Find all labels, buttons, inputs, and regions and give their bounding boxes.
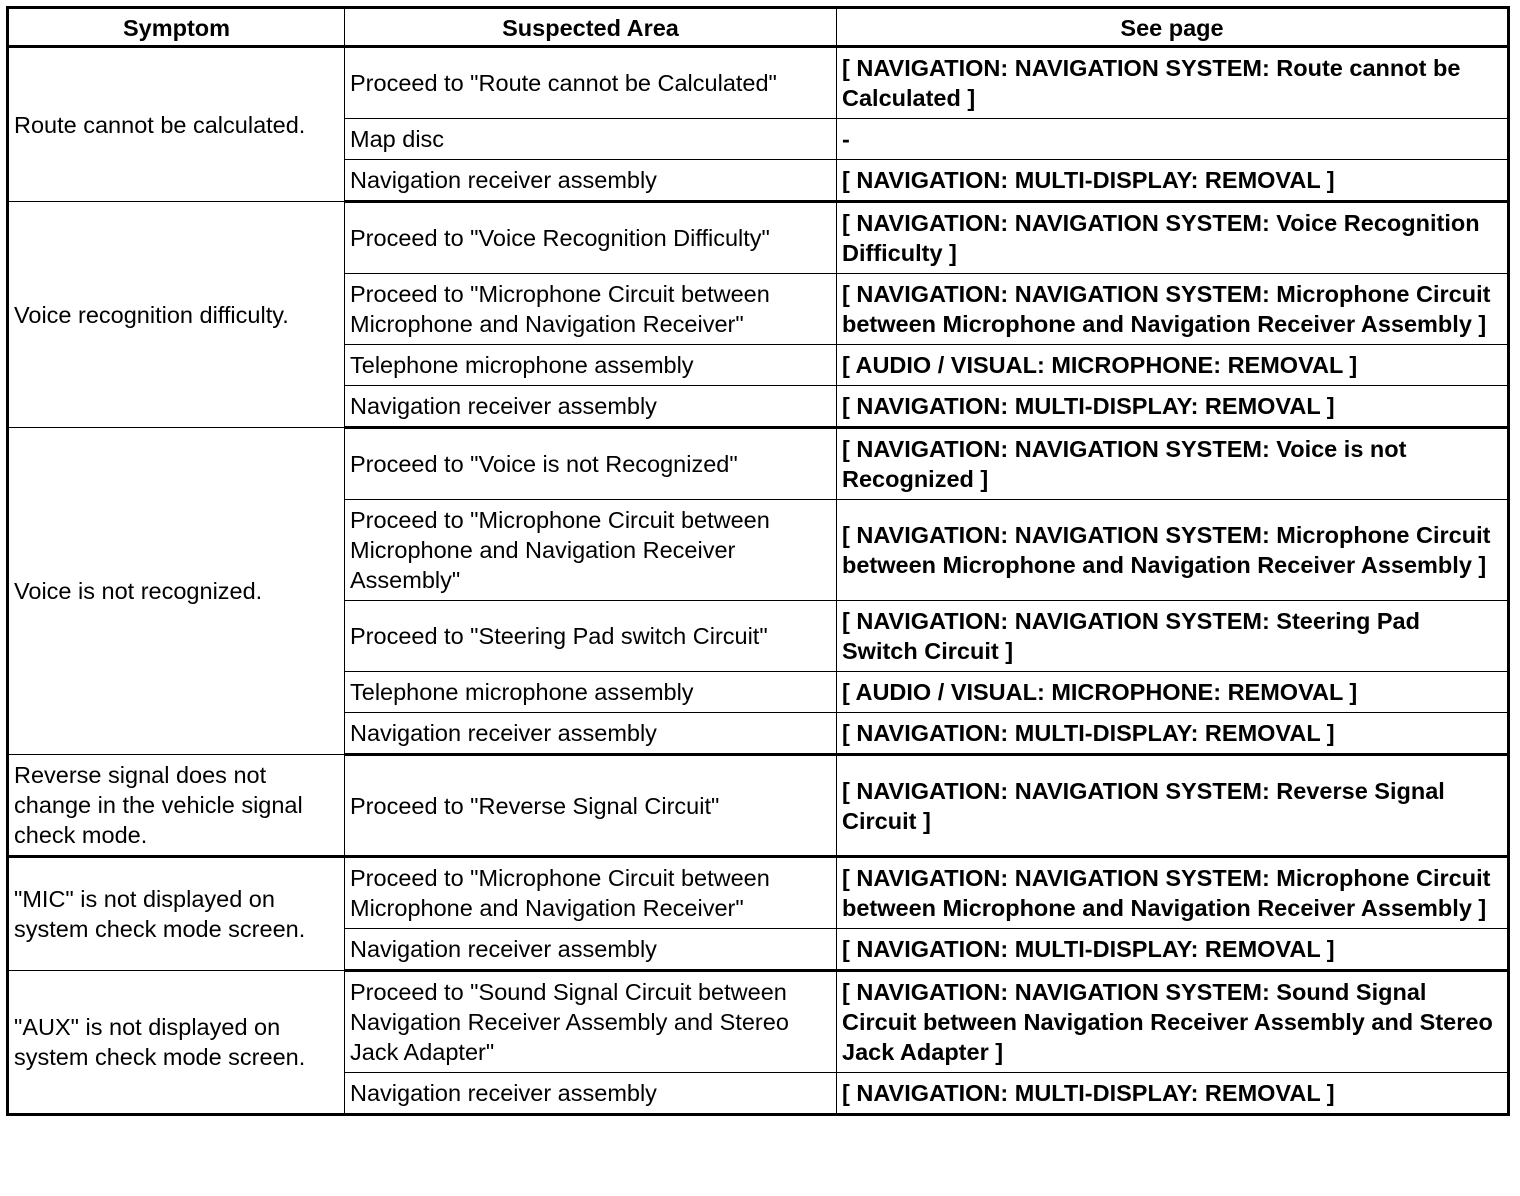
header-symptom: Symptom bbox=[8, 8, 345, 47]
suspected-area-cell: Proceed to "Reverse Signal Circuit" bbox=[345, 755, 837, 857]
suspected-area-cell: Navigation receiver assembly bbox=[345, 713, 837, 755]
see-page-cell: [ NAVIGATION: NAVIGATION SYSTEM: Voice is not Recognized ] bbox=[837, 428, 1509, 500]
symptom-cell: Route cannot be calculated. bbox=[8, 47, 345, 202]
see-page-cell: [ NAVIGATION: MULTI-DISPLAY: REMOVAL ] bbox=[837, 160, 1509, 202]
see-page-cell: [ NAVIGATION: MULTI-DISPLAY: REMOVAL ] bbox=[837, 386, 1509, 428]
table-row bbox=[8, 47, 1509, 119]
suspected-area-cell: Proceed to "Sound Signal Circuit between Navigation Receiver Assembly and Stereo Jack Adapter" bbox=[345, 971, 837, 1073]
suspected-area-cell: Telephone microphone assembly bbox=[345, 345, 837, 386]
suspected-area-cell: Proceed to "Microphone Circuit between Microphone and Navigation Receiver Assembly" bbox=[345, 500, 837, 601]
table-header bbox=[8, 8, 1509, 47]
symptom-cell: "MIC" is not displayed on system check mode screen. bbox=[8, 857, 345, 971]
table-body bbox=[8, 47, 1509, 1115]
see-page-cell: [ NAVIGATION: NAVIGATION SYSTEM: Reverse Signal Circuit ] bbox=[837, 755, 1509, 857]
header-see-page: See page bbox=[837, 8, 1509, 47]
see-page-cell: [ NAVIGATION: NAVIGATION SYSTEM: Microphone Circuit between Microphone and Navigation Receiver Assembly ] bbox=[837, 857, 1509, 929]
symptom-table bbox=[6, 6, 1510, 1116]
table-row bbox=[8, 755, 1509, 857]
see-page-cell: [ AUDIO / VISUAL: MICROPHONE: REMOVAL ] bbox=[837, 672, 1509, 713]
symptom-cell: Reverse signal does not change in the vehicle signal check mode. bbox=[8, 755, 345, 857]
header-row bbox=[8, 8, 1509, 47]
suspected-area-cell: Proceed to "Microphone Circuit between Microphone and Navigation Receiver" bbox=[345, 274, 837, 345]
header-suspected-area: Suspected Area bbox=[345, 8, 837, 47]
table-row bbox=[8, 971, 1509, 1073]
table-row bbox=[8, 428, 1509, 500]
see-page-cell: [ NAVIGATION: NAVIGATION SYSTEM: Steering Pad Switch Circuit ] bbox=[837, 601, 1509, 672]
suspected-area-cell: Proceed to "Microphone Circuit between Microphone and Navigation Receiver" bbox=[345, 857, 837, 929]
table-row bbox=[8, 202, 1509, 274]
symptom-cell: Voice recognition difficulty. bbox=[8, 202, 345, 428]
see-page-cell: - bbox=[837, 119, 1509, 160]
suspected-area-cell: Navigation receiver assembly bbox=[345, 929, 837, 971]
table-row bbox=[8, 857, 1509, 929]
symptom-table-container bbox=[6, 6, 1507, 1116]
see-page-cell: [ NAVIGATION: NAVIGATION SYSTEM: Route cannot be Calculated ] bbox=[837, 47, 1509, 119]
suspected-area-cell: Navigation receiver assembly bbox=[345, 160, 837, 202]
see-page-cell: [ NAVIGATION: MULTI-DISPLAY: REMOVAL ] bbox=[837, 929, 1509, 971]
suspected-area-cell: Proceed to "Steering Pad switch Circuit" bbox=[345, 601, 837, 672]
suspected-area-cell: Proceed to "Voice Recognition Difficulty" bbox=[345, 202, 837, 274]
suspected-area-cell: Map disc bbox=[345, 119, 837, 160]
see-page-cell: [ NAVIGATION: NAVIGATION SYSTEM: Voice Recognition Difficulty ] bbox=[837, 202, 1509, 274]
suspected-area-cell: Telephone microphone assembly bbox=[345, 672, 837, 713]
suspected-area-cell: Proceed to "Voice is not Recognized" bbox=[345, 428, 837, 500]
suspected-area-cell: Proceed to "Route cannot be Calculated" bbox=[345, 47, 837, 119]
see-page-cell: [ AUDIO / VISUAL: MICROPHONE: REMOVAL ] bbox=[837, 345, 1509, 386]
see-page-cell: [ NAVIGATION: MULTI-DISPLAY: REMOVAL ] bbox=[837, 713, 1509, 755]
see-page-cell: [ NAVIGATION: NAVIGATION SYSTEM: Microphone Circuit between Microphone and Navigation Receiver Assembly ] bbox=[837, 274, 1509, 345]
see-page-cell: [ NAVIGATION: NAVIGATION SYSTEM: Microphone Circuit between Microphone and Navigation Receiver Assembly ] bbox=[837, 500, 1509, 601]
see-page-cell: [ NAVIGATION: NAVIGATION SYSTEM: Sound Signal Circuit between Navigation Receiver Assembly and Stereo Jack Adapter ] bbox=[837, 971, 1509, 1073]
see-page-cell: [ NAVIGATION: MULTI-DISPLAY: REMOVAL ] bbox=[837, 1073, 1509, 1115]
suspected-area-cell: Navigation receiver assembly bbox=[345, 386, 837, 428]
symptom-cell: Voice is not recognized. bbox=[8, 428, 345, 755]
suspected-area-cell: Navigation receiver assembly bbox=[345, 1073, 837, 1115]
symptom-cell: "AUX" is not displayed on system check mode screen. bbox=[8, 971, 345, 1115]
